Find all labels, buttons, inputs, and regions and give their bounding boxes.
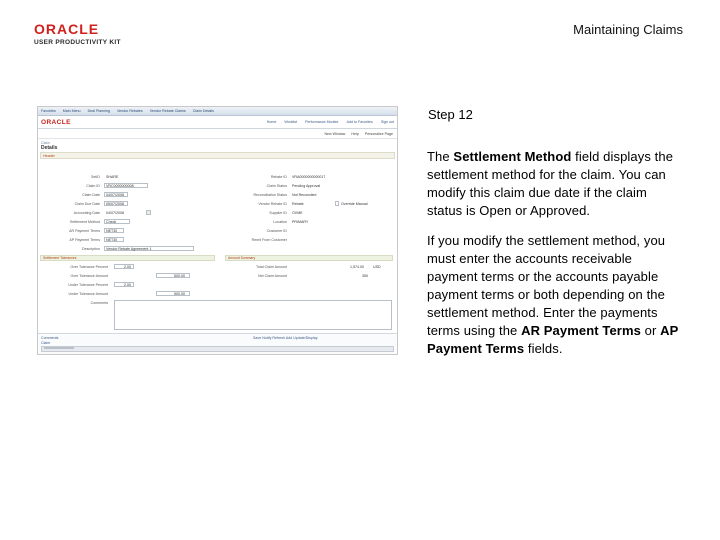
field-label: Settlement Method [69, 220, 100, 224]
field-label: Accounting Date [73, 211, 100, 215]
field-label: Claim Status [266, 184, 287, 188]
field-value: PRIMARY [292, 220, 309, 224]
field-label: Claim Due Date [74, 202, 100, 206]
brand-link: Performance Monitor [305, 120, 339, 124]
amount-section-header: Amount Summary [225, 255, 393, 261]
field-label: Reconciliation Status [253, 193, 287, 197]
p1-text: field displays the settlement method for the claim. You can modify this claim due date if the claim status is Open or Approved. [427, 149, 674, 218]
brand-link: Add to Favorites [346, 120, 373, 124]
brand-link: Sign out [380, 120, 394, 124]
field-label: Remit From Customer [251, 238, 287, 242]
instruction-paragraph-1 [427, 148, 685, 220]
field-label: Under Tolerance Percent [68, 283, 108, 287]
screenshot-sub-links [38, 129, 397, 139]
sub-link: New Window [324, 131, 346, 136]
field-value: Rebate [292, 202, 304, 206]
field-label: AR Payment Terms [69, 229, 100, 233]
field-value: VRA0000000000017 [292, 175, 326, 179]
screenshot-footer [38, 333, 397, 354]
oracle-upk-logo [34, 22, 126, 46]
field-label: Comments [90, 301, 108, 305]
step-title: Step 12 [428, 107, 473, 122]
field-value: 350 [362, 274, 368, 278]
field-value: VRC0000000008 [106, 184, 134, 188]
field-label: Customer ID [266, 229, 287, 233]
field-label: Net Claim Amount [258, 274, 287, 278]
footer-link: Comments [41, 336, 59, 340]
field-label: Under Tolerance Amount [68, 292, 108, 296]
field-label: SetID [91, 175, 100, 179]
nav-item: Main Menu [62, 109, 81, 113]
application-screenshot [37, 106, 398, 355]
field-label: Claim ID [86, 184, 100, 188]
screenshot-oracle-logo: ORACLE [41, 118, 71, 126]
sub-link: Help [351, 131, 359, 136]
p1-text: The [427, 149, 454, 164]
field-value: Pending Approval [292, 184, 321, 188]
nav-item: Vendor Rebate Claims [149, 109, 186, 113]
screenshot-breadcrumb: Claim [41, 141, 51, 145]
nav-item: Claim Details [192, 109, 214, 113]
comments-textarea [114, 300, 392, 330]
field-value: NET30 [106, 238, 118, 242]
field-value: Not Reconciled [292, 193, 317, 197]
screenshot-nav-bar [38, 107, 397, 116]
override-checkbox [335, 201, 339, 206]
field-label: Vendor Rebate ID [258, 202, 287, 206]
footer-link: Claim [41, 341, 51, 345]
settlement-method-term: Settlement Method [453, 149, 572, 164]
brand-link: Home [266, 120, 277, 124]
field-value: 04/07/2008 [106, 211, 124, 215]
logo-wordmark: ORACLE [34, 21, 100, 37]
field-value: NET30 [106, 229, 118, 233]
ap-payment-terms-term: AP Payment Terms [427, 323, 679, 356]
field-value: Vendor Rebate Agreement 1 [106, 247, 152, 251]
horizontal-scrollbar [41, 346, 394, 352]
ar-payment-terms-term: AR Payment Terms [521, 323, 641, 338]
nav-item: Vendor Rebates [116, 109, 143, 113]
field-label: AP Payment Terms [69, 238, 100, 242]
field-value: 2.00 [124, 283, 131, 287]
field-label: Rebate ID [270, 175, 287, 179]
field-label: Over Tolerance Amount [70, 274, 108, 278]
field-label: Over Tolerance Percent [70, 265, 108, 269]
field-value: SHARE [106, 175, 119, 179]
field-value: 500.00 [174, 274, 185, 278]
nav-item: Favorites [41, 109, 56, 113]
calendar-icon [146, 210, 151, 215]
field-value: 04/07/2008 [106, 193, 124, 197]
field-label: Location [273, 220, 287, 224]
field-value: 2.00 [124, 265, 131, 269]
field-label: Supplier ID [269, 211, 287, 215]
field-label: Total Claim Amount [256, 265, 287, 269]
screenshot-brand-bar [38, 116, 397, 129]
screenshot-section-header: Header [40, 152, 395, 159]
footer-actions: Save Notify Refresh Add Update/Display [253, 336, 318, 340]
document-title: Maintaining Claims [573, 22, 683, 37]
instruction-paragraph-2 [427, 232, 685, 358]
p2-text: fields. [524, 341, 563, 356]
tolerance-section-header: Settlement Tolerances [40, 255, 215, 261]
brand-link: Worklist [284, 120, 298, 124]
screenshot-page-heading: Details [41, 145, 58, 151]
field-value: 05/07/2008 [106, 202, 124, 206]
logo-subtitle: USER PRODUCTIVITY KIT [34, 39, 121, 46]
override-label: Override Manual [341, 202, 368, 206]
sub-link: Personalize Page [364, 131, 393, 136]
field-label: Description [82, 247, 100, 251]
nav-item: Deal Planning [87, 109, 110, 113]
p2-text: or [640, 323, 661, 338]
currency-value: USD [373, 265, 381, 269]
field-value: OVME [292, 211, 303, 215]
field-value: Check [106, 220, 117, 224]
field-value: 1,574.00 [350, 265, 364, 269]
field-label: Claim Date [82, 193, 100, 197]
p2-text: If you modify the settlement method, you must enter the accounts receivable payment terms or the accounts payable payment terms or both depending on the settlement method. Enter the payments terms using the [427, 233, 666, 338]
field-value: 500.00 [174, 292, 185, 296]
scrollbar-thumb [44, 347, 74, 349]
